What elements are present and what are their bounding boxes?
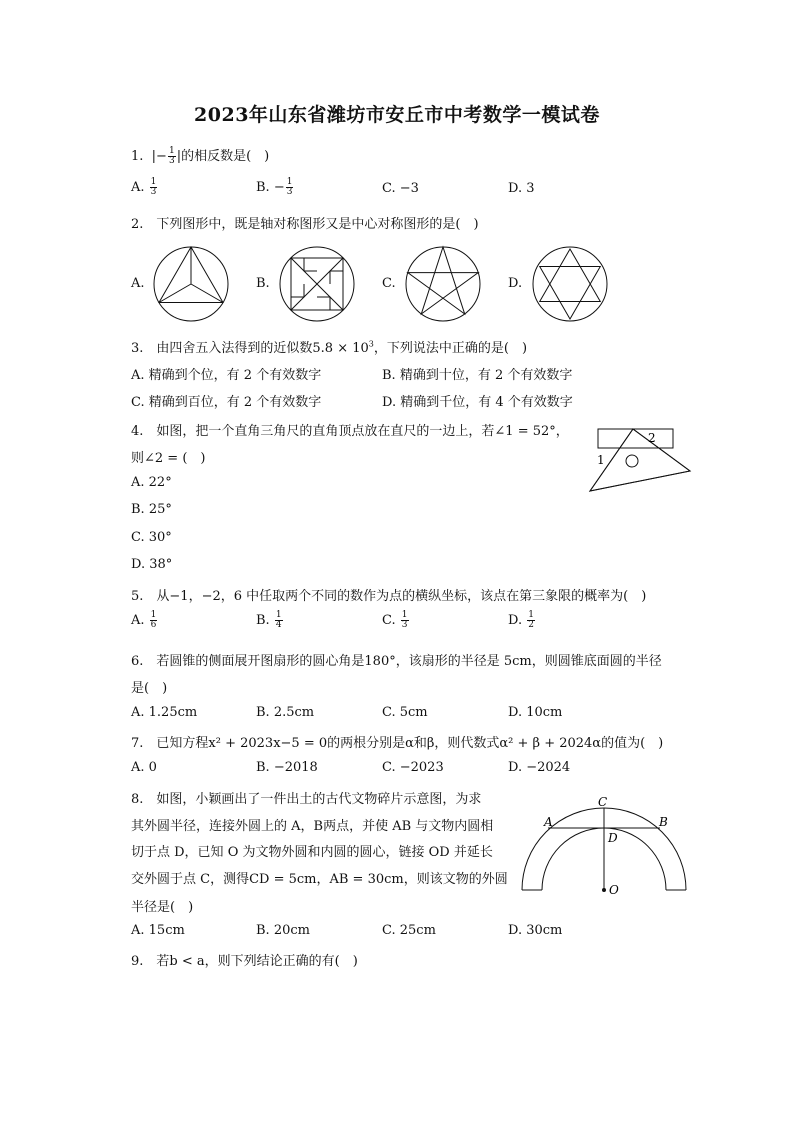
q3-option-a: A. 精确到个位，有 2 个有效数字 (131, 368, 322, 383)
q4-option-a: A. 22° (131, 475, 172, 490)
q1-option-d: D. 3 (508, 181, 535, 196)
q4-option-b: B. 25° (131, 502, 172, 517)
q8-point-d-label: D (608, 831, 618, 845)
question-8-line-4: 交外圆于点 C，测得CD = 5cm，AB = 30cm，则该文物的外圆 (131, 872, 508, 887)
question-2: 2. 下列图形中，既是轴对称图形又是中心对称图形的是( ) (131, 217, 479, 232)
q2-figure-c (404, 245, 482, 323)
q8-point-a-label: A (544, 815, 553, 829)
question-5: 5. 从−1，−2，6 中任取两个不同的数作为点的横纵坐标，该点在第三象限的概率为( ) (131, 589, 647, 604)
q8-option-b: B. 20cm (256, 923, 310, 938)
question-6-line-1: 6. 若圆锥的侧面展开图扇形的圆心角是180°，该扇形的半径是 5cm，则圆锥底面圆的半径 (131, 654, 662, 669)
q2-figure-a (152, 245, 230, 323)
q1-post: |的相反数是( ) (176, 149, 270, 164)
question-4-line-1: 4. 如图，把一个直角三角尺的直角顶点放在直尺的一边上，若∠1 = 52°， (131, 424, 569, 439)
q2-option-c: C. (382, 276, 396, 291)
q4-angle-2-label: 2 (648, 431, 656, 445)
q5-option-c: C. $\frac{1}{3}$ (382, 610, 408, 630)
q2-option-d: D. (508, 276, 523, 291)
q2-option-a: A. (131, 276, 145, 291)
q4-option-d: D. 38° (131, 557, 173, 572)
question-1 (131, 145, 269, 166)
q7-option-a: A. 0 (131, 760, 157, 775)
question-8-line-1: 8. 如图，小颖画出了一件出土的古代文物碎片示意图，为求 (131, 792, 482, 807)
q8-option-c: C. 25cm (382, 923, 436, 938)
q4-angle-1-label: 1 (597, 453, 605, 467)
q8-option-d: D. 30cm (508, 923, 563, 938)
q8-point-c-label: C (598, 795, 608, 809)
q5-option-a: A. $\frac{1}{6}$ (131, 610, 157, 630)
q7-option-b: B. −2018 (256, 760, 318, 775)
q1-option-a: A. $\frac{1}{3}$ (131, 177, 157, 197)
q8-artifact-arc-figure (520, 795, 700, 900)
q1-option-b: B. − $\frac{1}{3}$ (256, 177, 293, 197)
question-8-line-5: 半径是( ) (131, 900, 194, 915)
q7-option-d: D. −2024 (508, 760, 571, 775)
q8-point-b-label: B (659, 815, 668, 829)
q3-option-b: B. 精确到十位，有 2 个有效数字 (382, 368, 573, 383)
q4-ruler-triangle-figure (585, 425, 695, 495)
q1-option-c: C. −3 (382, 181, 419, 196)
q2-figure-d (531, 245, 609, 323)
page-title: 2023年山东省潍坊市安丘市中考数学一模试卷 (194, 104, 600, 126)
q3-option-d: D. 精确到千位，有 4 个有效数字 (382, 395, 573, 410)
q8-point-o-label: O (609, 883, 619, 897)
q6-option-a: A. 1.25cm (131, 705, 198, 720)
q8-option-a: A. 15cm (131, 923, 185, 938)
q5-option-d: D. $\frac{1}{2}$ (508, 610, 534, 630)
question-6-line-2: 是( ) (131, 681, 168, 696)
q6-option-b: B. 2.5cm (256, 705, 315, 720)
q4-option-c: C. 30° (131, 530, 172, 545)
q1-pre: |− (151, 149, 167, 164)
q6-option-d: D. 10cm (508, 705, 563, 720)
q2-option-b: B. (256, 276, 270, 291)
question-8-line-3: 切于点 D，已知 O 为文物外圆和内圆的圆心，链接 OD 并延长 (131, 845, 493, 860)
q1-number: 1. (131, 149, 144, 164)
question-4-line-2: 则∠2 = ( ) (131, 451, 206, 466)
q1-fraction: $\frac{1}{3}$ (168, 146, 175, 166)
q3-option-c: C. 精确到百位，有 2 个有效数字 (131, 395, 322, 410)
question-9: 9. 若b < a，则下列结论正确的有( ) (131, 954, 358, 969)
question-7: 7. 已知方程x² + 2023x−5 = 0的两根分别是α和β，则代数式α² + β + 2024α的值为( ) (131, 736, 664, 751)
q6-option-c: C. 5cm (382, 705, 428, 720)
question-8-line-2: 其外圆半径，连接外圆上的 A，B两点，并使 AB 与文物内圆相 (131, 819, 494, 834)
q5-option-b: B. $\frac{1}{4}$ (256, 610, 282, 630)
q7-option-c: C. −2023 (382, 760, 444, 775)
q2-figure-b (278, 245, 356, 323)
question-3: 3. 由四舍五入法得到的近似数$5.8 \times 10^3$，下列说法中正确的是( ) (131, 339, 528, 356)
